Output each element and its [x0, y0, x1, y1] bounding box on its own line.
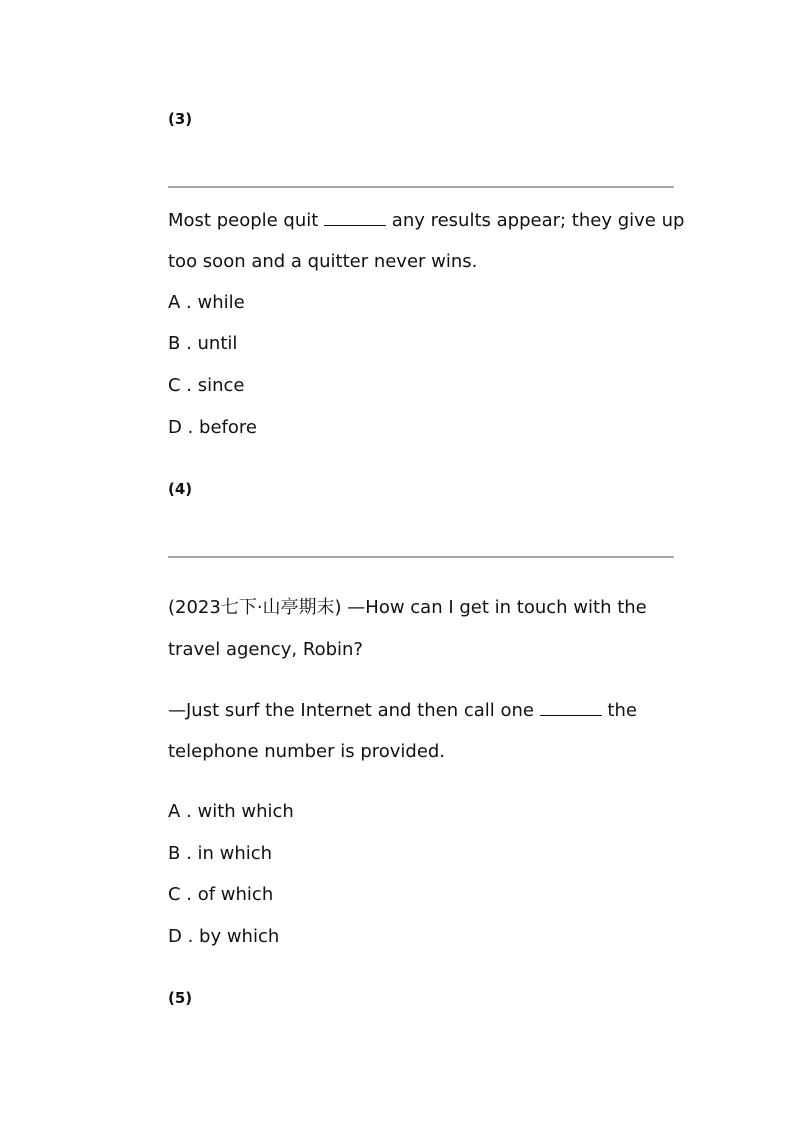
option-c: C . of which — [168, 884, 274, 905]
option-a: A . while — [168, 292, 245, 313]
question-number: (3) — [168, 110, 193, 128]
divider-line — [168, 186, 674, 188]
question-stem-line: —Just surf the Internet and then call one the — [168, 700, 637, 721]
option-d: D . by which — [168, 926, 280, 947]
question-stem-line: (2023七下·山亭期末) —How can I get in touch with the — [168, 597, 647, 618]
question-stem-line: Most people quit any results appear; they give up — [168, 210, 685, 231]
question-number: (4) — [168, 480, 193, 498]
option-a: A . with which — [168, 801, 294, 822]
answer-blank — [540, 699, 602, 716]
question-stem-line: too soon and a quitter never wins. — [168, 251, 478, 272]
divider-line — [168, 556, 674, 558]
option-c: C . since — [168, 375, 245, 396]
answer-blank — [324, 209, 386, 226]
question-stem-line: telephone number is provided. — [168, 741, 446, 762]
question-stem-line: travel agency, Robin? — [168, 639, 363, 660]
question-number: (5) — [168, 989, 193, 1007]
option-b: B . in which — [168, 843, 273, 864]
option-b: B . until — [168, 333, 238, 354]
option-d: D . before — [168, 417, 257, 438]
